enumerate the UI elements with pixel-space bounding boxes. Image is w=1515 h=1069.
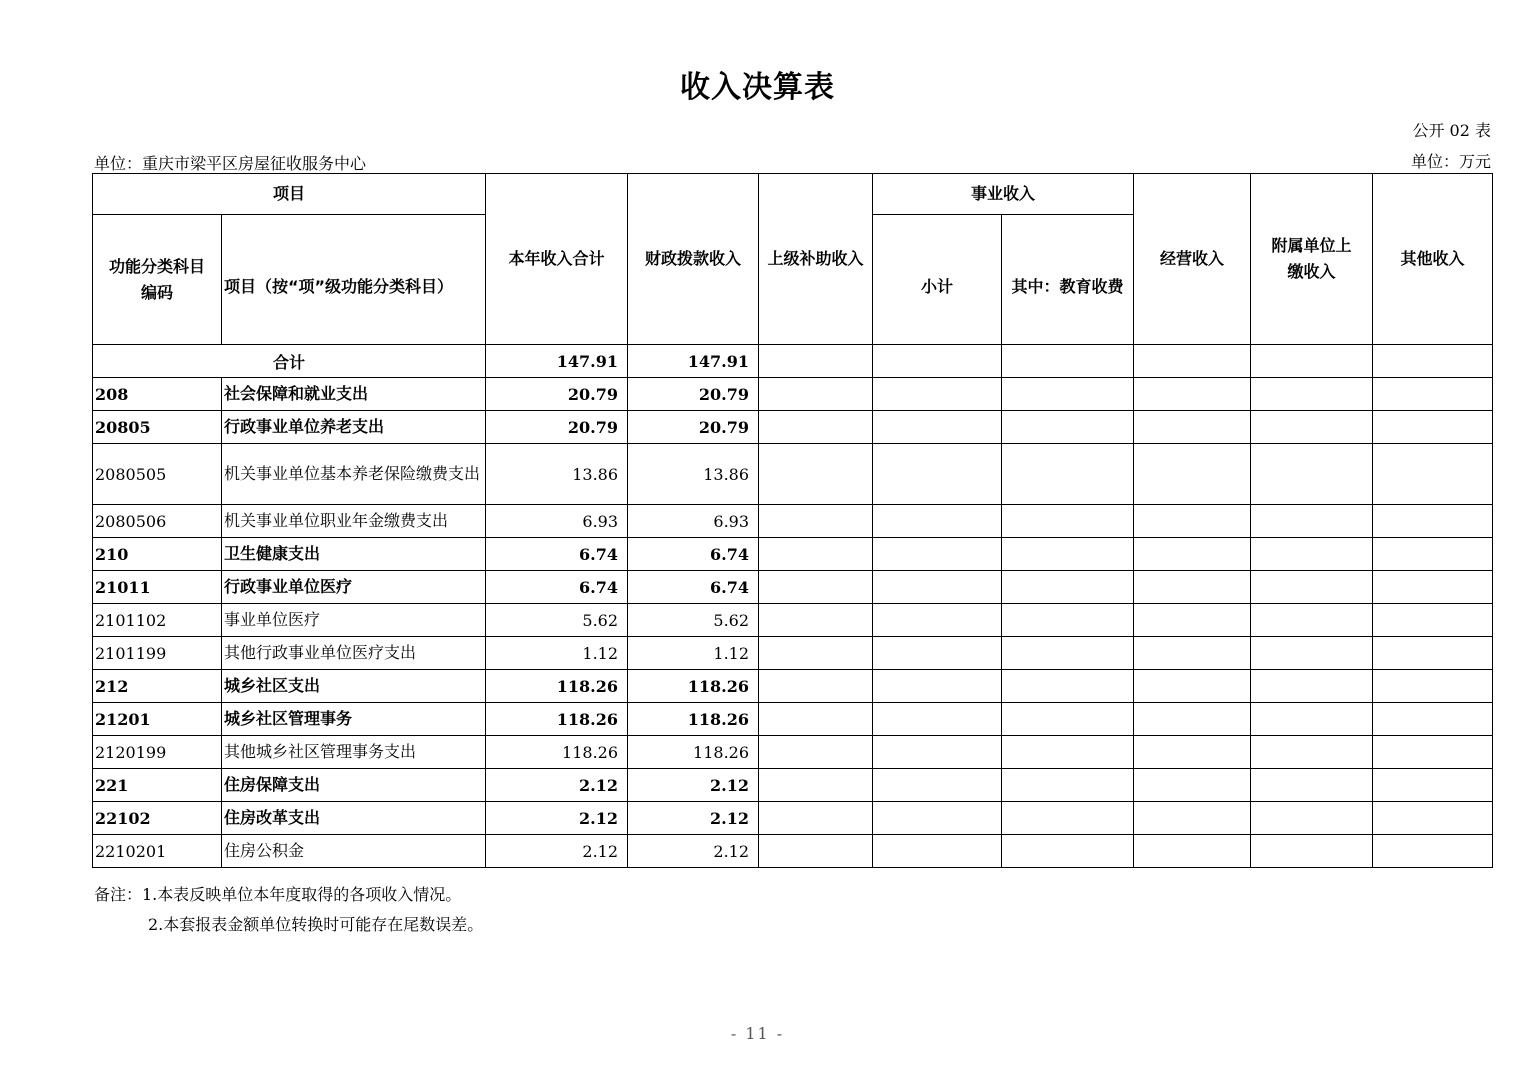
fiscal-allocation-cell: 6.74 — [628, 538, 759, 571]
empty-cell — [873, 538, 1002, 571]
empty-cell — [759, 378, 873, 411]
total-income-cell: 13.86 — [486, 444, 628, 505]
function-code-cell: 21011 — [93, 571, 222, 604]
empty-cell — [1002, 378, 1134, 411]
empty-cell — [1373, 411, 1493, 444]
empty-cell — [1134, 505, 1251, 538]
empty-cell — [1134, 378, 1251, 411]
total-income-cell: 2.12 — [486, 802, 628, 835]
empty-cell — [1002, 538, 1134, 571]
empty-cell — [759, 670, 873, 703]
fiscal-allocation-cell: 118.26 — [628, 703, 759, 736]
total-fiscal-value: 147.91 — [628, 345, 759, 378]
empty-cell — [759, 835, 873, 868]
empty-cell — [1134, 802, 1251, 835]
empty-cell — [873, 444, 1002, 505]
empty-cell — [1373, 637, 1493, 670]
header-function-name: 项目（按“项”级功能分类科目） — [222, 215, 486, 345]
total-income-cell: 20.79 — [486, 378, 628, 411]
notes — [94, 880, 483, 940]
empty-cell — [759, 703, 873, 736]
empty-cell — [1002, 345, 1134, 378]
total-income-cell: 2.12 — [486, 835, 628, 868]
table-row — [93, 571, 1493, 604]
fiscal-allocation-cell: 1.12 — [628, 637, 759, 670]
function-name-cell: 机关事业单位职业年金缴费支出 — [222, 505, 486, 538]
empty-cell — [1002, 736, 1134, 769]
total-income-cell: 2.12 — [486, 769, 628, 802]
empty-cell — [1134, 411, 1251, 444]
function-name-cell: 城乡社区支出 — [222, 670, 486, 703]
empty-cell — [1134, 538, 1251, 571]
empty-cell — [1251, 736, 1373, 769]
empty-cell — [873, 637, 1002, 670]
empty-cell — [759, 604, 873, 637]
table-row — [93, 637, 1493, 670]
function-name-cell: 机关事业单位基本养老保险缴费支出 — [222, 444, 486, 505]
table-row — [93, 769, 1493, 802]
table-row — [93, 703, 1493, 736]
header-fiscal-allocation: 财政拨款收入 — [628, 174, 759, 345]
empty-cell — [759, 802, 873, 835]
empty-cell — [1373, 538, 1493, 571]
empty-cell — [759, 411, 873, 444]
empty-cell — [1373, 378, 1493, 411]
empty-cell — [1251, 538, 1373, 571]
function-code-cell: 2210201 — [93, 835, 222, 868]
empty-cell — [1134, 835, 1251, 868]
fiscal-allocation-cell: 20.79 — [628, 411, 759, 444]
empty-cell — [1002, 835, 1134, 868]
empty-cell — [1251, 505, 1373, 538]
fiscal-allocation-cell: 118.26 — [628, 736, 759, 769]
total-income-cell: 6.93 — [486, 505, 628, 538]
function-name-cell: 住房改革支出 — [222, 802, 486, 835]
header-business-income-group: 事业收入 — [873, 174, 1134, 215]
total-income-cell: 6.74 — [486, 571, 628, 604]
empty-cell — [873, 378, 1002, 411]
function-name-cell: 卫生健康支出 — [222, 538, 486, 571]
empty-cell — [873, 345, 1002, 378]
empty-cell — [873, 571, 1002, 604]
total-income-cell: 118.26 — [486, 670, 628, 703]
empty-cell — [1373, 835, 1493, 868]
empty-cell — [1002, 769, 1134, 802]
page-number: - 11 - — [730, 1024, 785, 1043]
empty-cell — [1002, 802, 1134, 835]
function-code-cell: 210 — [93, 538, 222, 571]
function-code-cell: 21201 — [93, 703, 222, 736]
function-name-cell: 行政事业单位医疗 — [222, 571, 486, 604]
empty-cell — [759, 571, 873, 604]
function-name-cell: 城乡社区管理事务 — [222, 703, 486, 736]
empty-cell — [1373, 571, 1493, 604]
empty-cell — [1251, 411, 1373, 444]
header-superior-subsidy: 上级补助收入 — [759, 174, 873, 345]
function-code-cell: 208 — [93, 378, 222, 411]
empty-cell — [873, 835, 1002, 868]
total-income-cell: 118.26 — [486, 703, 628, 736]
function-name-cell: 住房公积金 — [222, 835, 486, 868]
empty-cell — [873, 604, 1002, 637]
function-code-cell: 22102 — [93, 802, 222, 835]
empty-cell — [1373, 345, 1493, 378]
empty-cell — [1373, 769, 1493, 802]
header-function-code: 功能分类科目编码 — [93, 215, 222, 345]
empty-cell — [1002, 637, 1134, 670]
empty-cell — [1134, 703, 1251, 736]
empty-cell — [1134, 444, 1251, 505]
function-code-cell: 20805 — [93, 411, 222, 444]
empty-cell — [1373, 444, 1493, 505]
fiscal-allocation-cell: 5.62 — [628, 604, 759, 637]
empty-cell — [1002, 444, 1134, 505]
table-row — [93, 538, 1493, 571]
empty-cell — [1134, 345, 1251, 378]
fiscal-allocation-cell: 6.93 — [628, 505, 759, 538]
function-name-cell: 其他行政事业单位医疗支出 — [222, 637, 486, 670]
total-income-cell: 20.79 — [486, 411, 628, 444]
empty-cell — [1002, 703, 1134, 736]
header-education-fees: 其中：教育收费 — [1002, 215, 1134, 345]
empty-cell — [873, 769, 1002, 802]
total-income-cell: 118.26 — [486, 736, 628, 769]
empty-cell — [759, 444, 873, 505]
empty-cell — [759, 736, 873, 769]
table-row — [93, 444, 1493, 505]
empty-cell — [1134, 736, 1251, 769]
total-row — [93, 345, 1493, 378]
empty-cell — [759, 505, 873, 538]
empty-cell — [1251, 637, 1373, 670]
total-income-cell: 6.74 — [486, 538, 628, 571]
function-name-cell: 其他城乡社区管理事务支出 — [222, 736, 486, 769]
empty-cell — [1002, 571, 1134, 604]
header-total-income: 本年收入合计 — [486, 174, 628, 345]
function-name-cell: 行政事业单位养老支出 — [222, 411, 486, 444]
currency-unit: 单位：万元 — [1410, 152, 1491, 171]
page-title: 收入决算表 — [680, 70, 835, 105]
income-table — [92, 173, 1493, 868]
function-code-cell: 2080505 — [93, 444, 222, 505]
empty-cell — [1251, 571, 1373, 604]
empty-cell — [1251, 378, 1373, 411]
total-income-cell: 5.62 — [486, 604, 628, 637]
empty-cell — [1251, 769, 1373, 802]
empty-cell — [759, 637, 873, 670]
note-line-2: 2.本套报表金额单位转换时可能存在尾数误差。 — [148, 915, 484, 934]
empty-cell — [1251, 345, 1373, 378]
header-subtotal: 小计 — [873, 215, 1002, 345]
note-line-1: 备注：1.本表反映单位本年度取得的各项收入情况。 — [94, 885, 462, 904]
total-income-value: 147.91 — [486, 345, 628, 378]
empty-cell — [873, 802, 1002, 835]
table-row — [93, 604, 1493, 637]
header-operating-income: 经营收入 — [1134, 174, 1251, 345]
empty-cell — [873, 670, 1002, 703]
empty-cell — [1002, 604, 1134, 637]
function-code-cell: 2101102 — [93, 604, 222, 637]
empty-cell — [1373, 505, 1493, 538]
empty-cell — [1373, 703, 1493, 736]
empty-cell — [1373, 802, 1493, 835]
empty-cell — [1002, 411, 1134, 444]
function-code-cell: 221 — [93, 769, 222, 802]
fiscal-allocation-cell: 2.12 — [628, 802, 759, 835]
table-row — [93, 802, 1493, 835]
table-row — [93, 670, 1493, 703]
fiscal-allocation-cell: 13.86 — [628, 444, 759, 505]
function-code-cell: 2080506 — [93, 505, 222, 538]
empty-cell — [1373, 736, 1493, 769]
fiscal-allocation-cell: 20.79 — [628, 378, 759, 411]
empty-cell — [1002, 505, 1134, 538]
table-row — [93, 505, 1493, 538]
fiscal-allocation-cell: 6.74 — [628, 571, 759, 604]
table-row — [93, 411, 1493, 444]
empty-cell — [1134, 604, 1251, 637]
table-row — [93, 378, 1493, 411]
empty-cell — [1251, 444, 1373, 505]
function-code-cell: 212 — [93, 670, 222, 703]
function-name-cell: 住房保障支出 — [222, 769, 486, 802]
empty-cell — [1373, 670, 1493, 703]
empty-cell — [759, 769, 873, 802]
header-other-income: 其他收入 — [1373, 174, 1493, 345]
table-row — [93, 835, 1493, 868]
empty-cell — [1134, 637, 1251, 670]
header-affiliated-income: 附属单位上缴收入 — [1251, 174, 1373, 345]
reporting-unit: 单位：重庆市梁平区房屋征收服务中心 — [94, 154, 367, 173]
table-number: 公开 02 表 — [1412, 121, 1491, 140]
empty-cell — [1134, 769, 1251, 802]
fiscal-allocation-cell: 2.12 — [628, 835, 759, 868]
empty-cell — [1251, 604, 1373, 637]
empty-cell — [1002, 670, 1134, 703]
function-code-cell: 2101199 — [93, 637, 222, 670]
header-item-group: 项目 — [93, 174, 486, 215]
total-label: 合计 — [93, 345, 486, 378]
total-income-cell: 1.12 — [486, 637, 628, 670]
fiscal-allocation-cell: 2.12 — [628, 769, 759, 802]
empty-cell — [759, 538, 873, 571]
function-name-cell: 社会保障和就业支出 — [222, 378, 486, 411]
empty-cell — [873, 505, 1002, 538]
empty-cell — [1134, 571, 1251, 604]
empty-cell — [873, 411, 1002, 444]
empty-cell — [1251, 802, 1373, 835]
empty-cell — [1134, 670, 1251, 703]
empty-cell — [873, 703, 1002, 736]
empty-cell — [759, 345, 873, 378]
empty-cell — [1251, 835, 1373, 868]
empty-cell — [873, 736, 1002, 769]
empty-cell — [1251, 670, 1373, 703]
empty-cell — [1373, 604, 1493, 637]
fiscal-allocation-cell: 118.26 — [628, 670, 759, 703]
function-name-cell: 事业单位医疗 — [222, 604, 486, 637]
function-code-cell: 2120199 — [93, 736, 222, 769]
empty-cell — [1251, 703, 1373, 736]
table-row — [93, 736, 1493, 769]
